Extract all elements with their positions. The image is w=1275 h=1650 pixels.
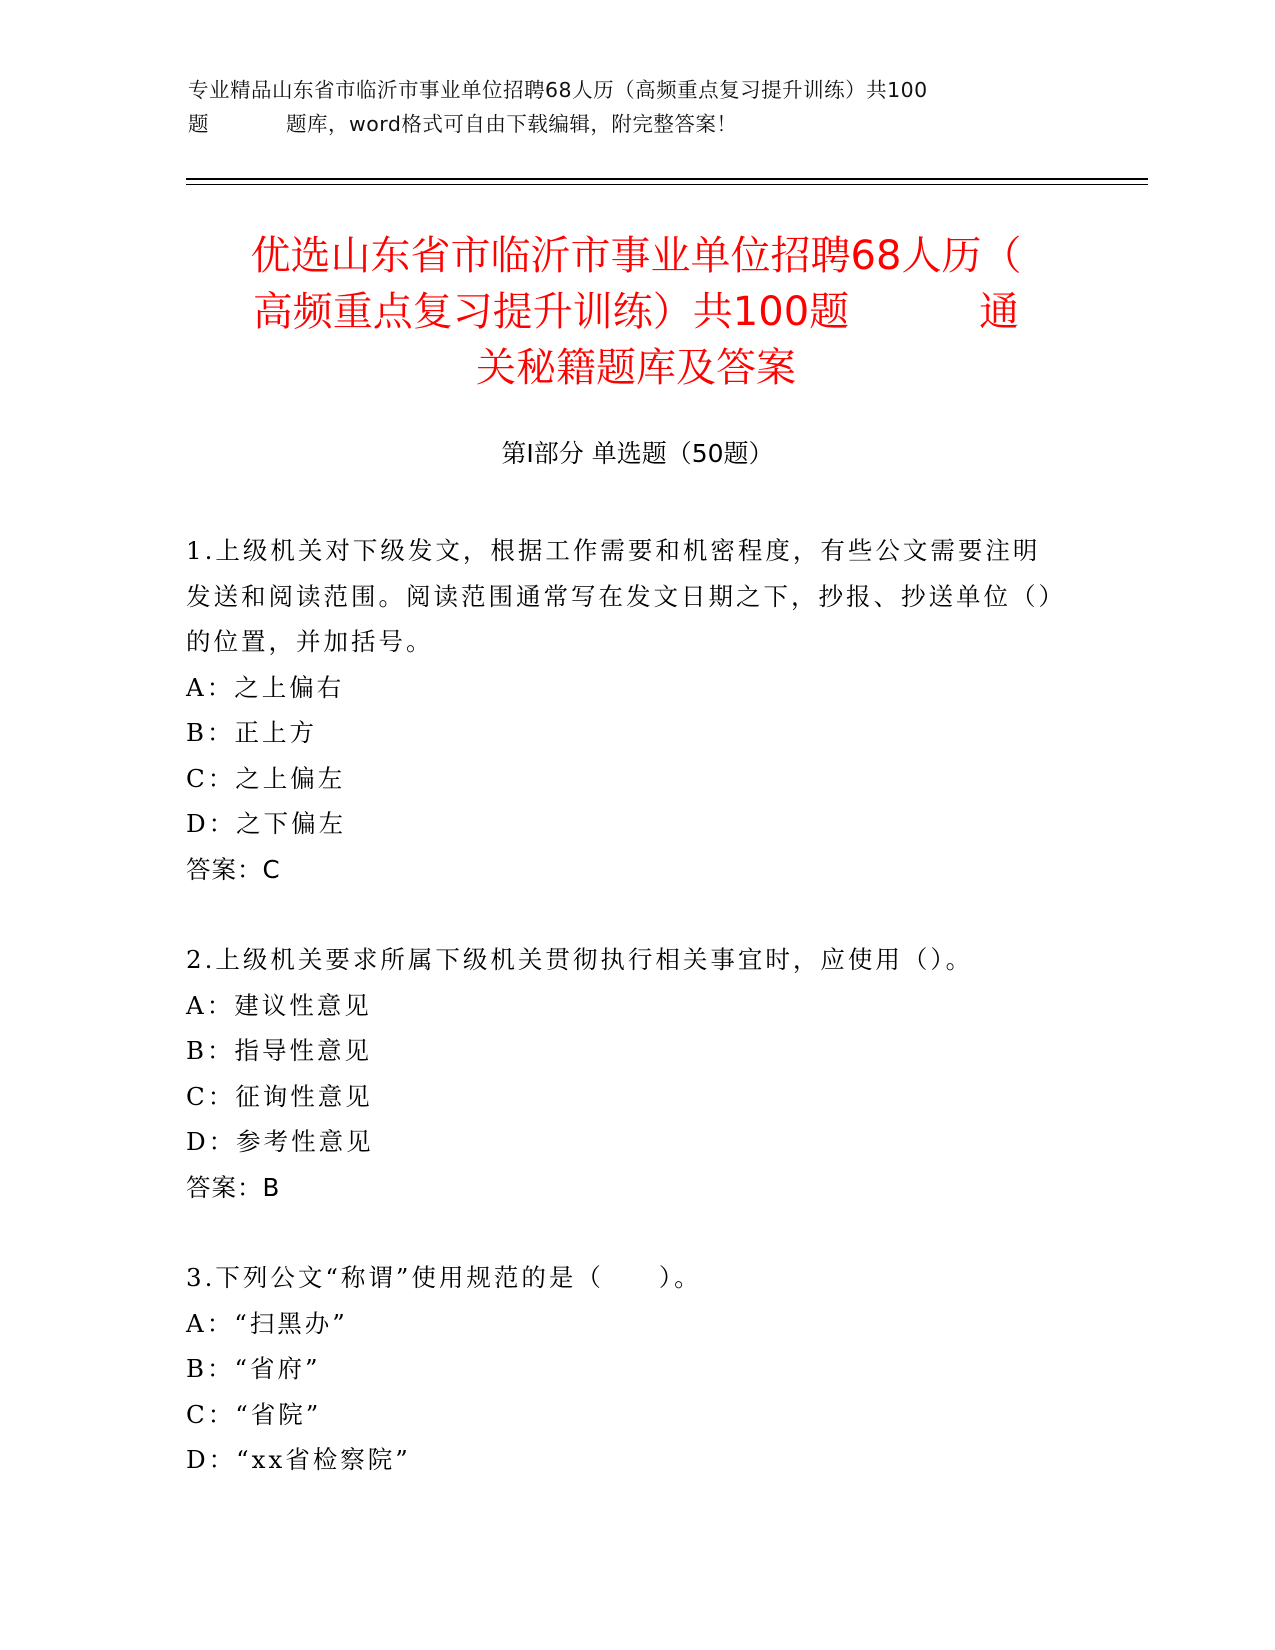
question-stem: 2.上级机关要求所属下级机关贯彻执行相关事宜时，应使用（）。: [186, 945, 974, 974]
question-list: [186, 528, 1066, 1483]
answer-text: 答案：C: [186, 854, 281, 884]
question-stem: 3.下列公文“称谓”使用规范的是（ ）。: [186, 1263, 702, 1292]
option-d: D：参考性意见: [186, 1127, 374, 1156]
title-line-2: [188, 284, 1084, 340]
title-line-1: 优选山东省市临沂市事业单位招聘68人历（: [250, 233, 1022, 279]
header-line-2: [188, 107, 1068, 141]
section-title: 第I部分 单选题（50题）: [501, 439, 774, 468]
header-rule-thin: [186, 184, 1148, 185]
option-b: B：“省府”: [186, 1354, 321, 1383]
option-c: C：征询性意见: [186, 1081, 373, 1111]
header-line-2-rest: 题库，word格式可自由下载编辑，附完整答案！: [286, 112, 738, 136]
question-item: [186, 528, 1066, 892]
header-line-1: 专业精品山东省市临沂市事业单位招聘68人历（高频重点复习提升训练）共100: [188, 78, 928, 102]
title-line-2-main: 高频重点复习提升训练）共100题: [252, 289, 850, 335]
answer-text: 答案：B: [186, 1172, 281, 1202]
title-line-2-end: 通: [979, 289, 1020, 335]
option-a: A：“扫黑办”: [186, 1308, 348, 1338]
option-d: D：“xx省检察院”: [186, 1445, 411, 1474]
option-d: D：之下偏左: [186, 809, 347, 838]
question-item: [186, 937, 1066, 1210]
option-b: B：指导性意见: [186, 1036, 373, 1065]
title-line-3: 关秘籍题库及答案: [476, 345, 796, 391]
header-line-2-start: 题: [188, 112, 209, 136]
option-c: C：之上偏左: [186, 763, 346, 793]
document-title: [188, 228, 1084, 396]
option-c: C：“省院”: [186, 1399, 322, 1429]
question-item: [186, 1255, 1066, 1483]
option-b: B：正上方: [186, 718, 318, 747]
document-header: [188, 73, 1068, 141]
option-a: A：之上偏右: [186, 672, 345, 702]
option-a: A：建议性意见: [186, 990, 372, 1020]
header-rule-thick: [186, 178, 1148, 180]
question-stem: 1.上级机关对下级发文，根据工作需要和机密程度，有些公文需要注明发送和阅读范围。阅读范围通常写在发文日期之下，抄报、抄送单位（）的位置，并加括号。: [186, 536, 1066, 656]
